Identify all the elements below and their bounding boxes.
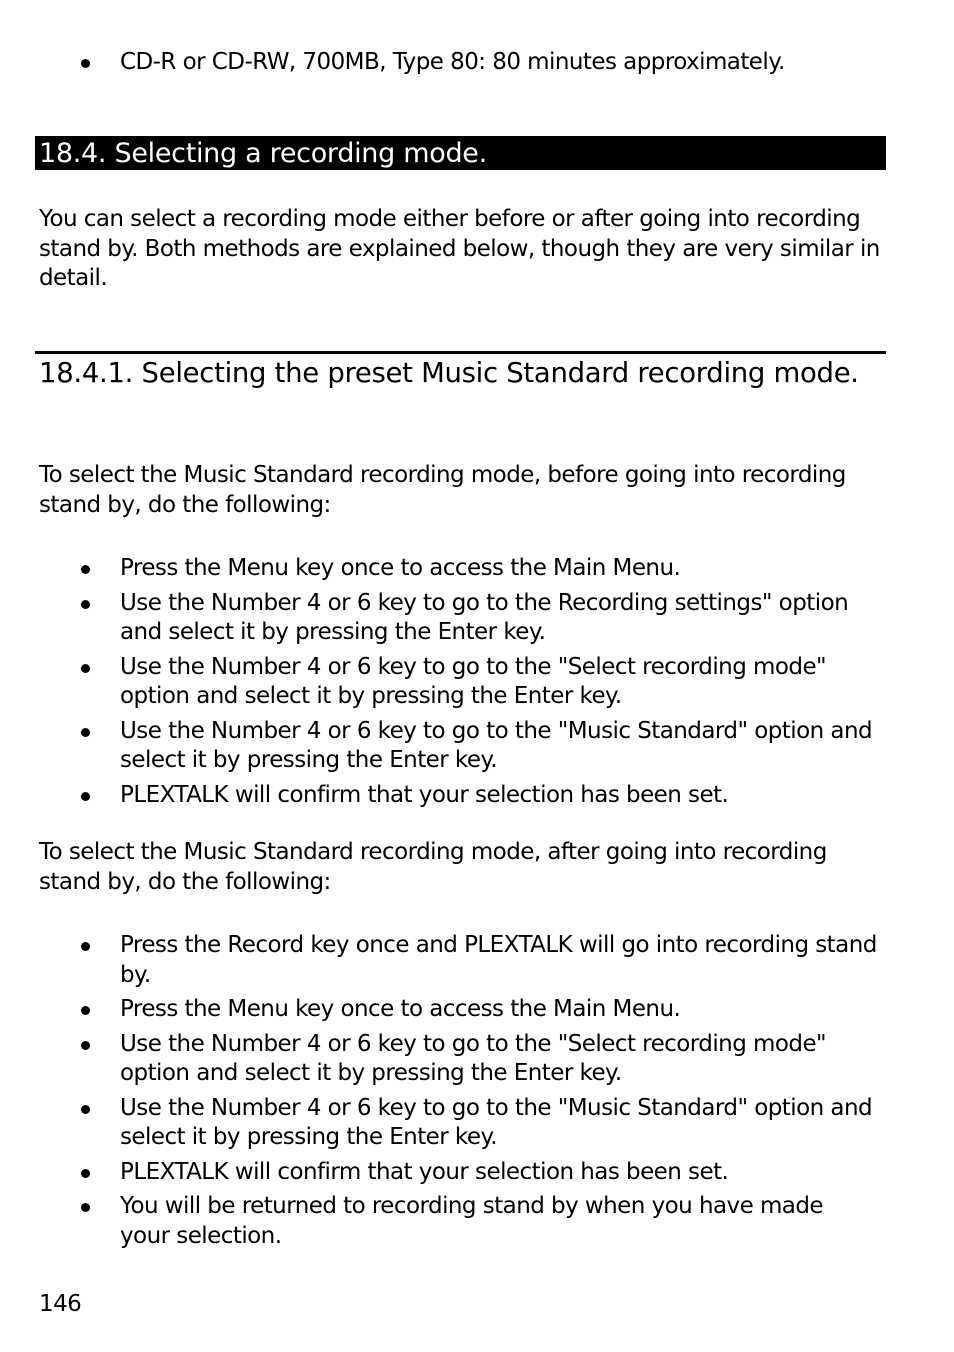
bullet-icon [81, 664, 90, 673]
disc-capacity-list [78, 48, 878, 83]
list-item: Press the Record key once and PLEXTALK will go into recording stand by. [78, 931, 878, 990]
after-standby-steps [78, 931, 878, 1256]
bullet-icon [81, 1169, 90, 1178]
list-item: You will be returned to recording stand by when you have made your selection. [78, 1192, 878, 1251]
list-item: Use the Number 4 or 6 key to go to the "Music Standard" option and select it by pressing the Enter key. [78, 1094, 878, 1153]
bullet-icon [81, 728, 90, 737]
list-item: CD-R or CD-RW, 700MB, Type 80: 80 minutes approximately. [78, 48, 878, 78]
bullet-icon [81, 792, 90, 801]
bullet-icon [81, 1041, 90, 1050]
bullet-icon [81, 1105, 90, 1114]
list-item: Use the Number 4 or 6 key to go to the Recording settings" option and select it by pressing the Enter key. [78, 589, 878, 648]
bullet-icon [81, 565, 90, 574]
list-item: Use the Number 4 or 6 key to go to the "Select recording mode" option and select it by pressing the Enter key. [78, 653, 878, 712]
section-heading [35, 136, 886, 170]
list-item: Use the Number 4 or 6 key to go to the "Select recording mode" option and select it by pressing the Enter key. [78, 1030, 878, 1089]
bullet-icon [81, 600, 90, 609]
list-item: PLEXTALK will confirm that your selection has been set. [78, 1158, 878, 1188]
section-intro-paragraph: You can select a recording mode either before or after going into recording stand by. Both methods are explained below, though they are very similar in detail. [39, 206, 880, 291]
list-item: Press the Menu key once to access the Main Menu. [78, 995, 878, 1025]
bullet-icon [81, 1203, 90, 1212]
list-item: PLEXTALK will confirm that your selection has been set. [78, 781, 878, 811]
after-standby-intro: To select the Music Standard recording mode, after going into recording stand by, do the following: [39, 839, 827, 895]
before-standby-steps [78, 554, 878, 815]
page-number: 146 [39, 1291, 82, 1317]
bullet-icon [81, 1006, 90, 1015]
subsection-heading: 18.4.1. Selecting the preset Music Standard recording mode. [39, 357, 859, 389]
list-item: Press the Menu key once to access the Main Menu. [78, 554, 878, 584]
subsection-rule [35, 351, 886, 354]
before-standby-intro: To select the Music Standard recording mode, before going into recording stand by, do the following: [39, 462, 846, 518]
list-item: Use the Number 4 or 6 key to go to the "Music Standard" option and select it by pressing the Enter key. [78, 717, 878, 776]
section-heading-text: 18.4. Selecting a recording mode. [39, 138, 487, 169]
bullet-icon [81, 59, 90, 68]
bullet-icon [81, 942, 90, 951]
